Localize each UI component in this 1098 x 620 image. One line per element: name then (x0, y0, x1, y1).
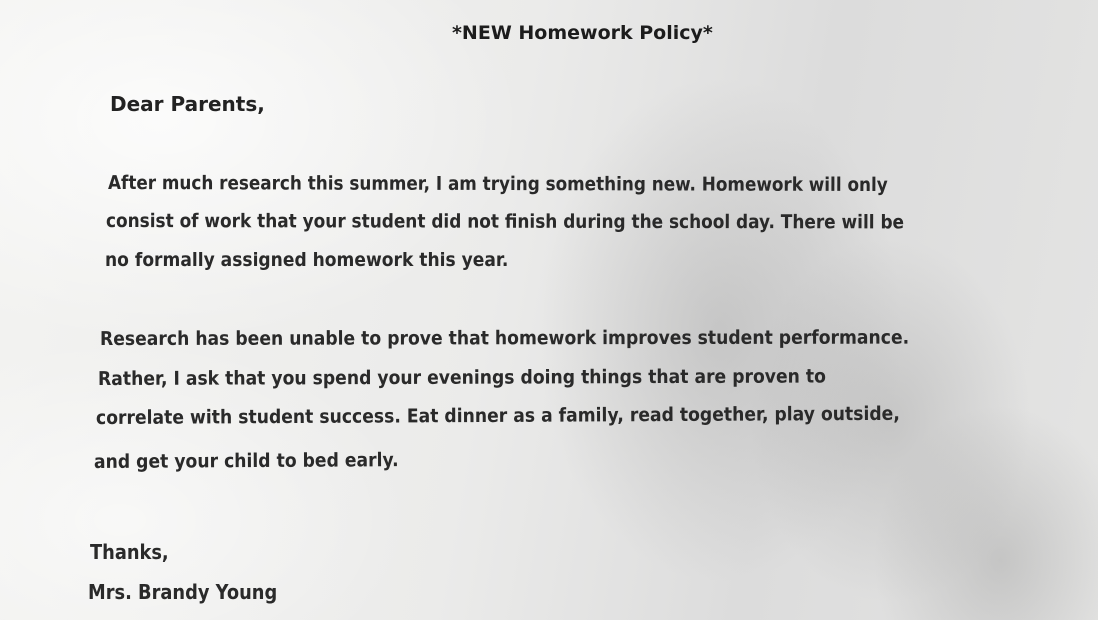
letter-title: *NEW Homework Policy* (452, 22, 713, 44)
paragraph-1-line-3: no formally assigned homework this year. (105, 249, 509, 271)
paragraph-1-line-1: After much research this summer, I am trying something new. Homework will only (107, 172, 888, 197)
paragraph-2-line-2: Rather, I ask that you spend your evenings doing things that are proven to (97, 365, 826, 390)
letter-closing: Thanks, (90, 540, 169, 564)
letter-greeting: Dear Parents, (110, 92, 265, 116)
paragraph-1-line-2: consist of work that your student did not finish during the school day. There will be (105, 210, 905, 234)
letter-signature: Mrs. Brandy Young (88, 580, 278, 604)
paragraph-2-line-4: and get your child to bed early. (93, 449, 399, 473)
paragraph-2-line-1: Research has been unable to prove that homework improves student performance. (99, 326, 910, 350)
paragraph-2-line-3: correlate with student success. Eat dinner as a family, read together, play outside, (95, 402, 900, 429)
